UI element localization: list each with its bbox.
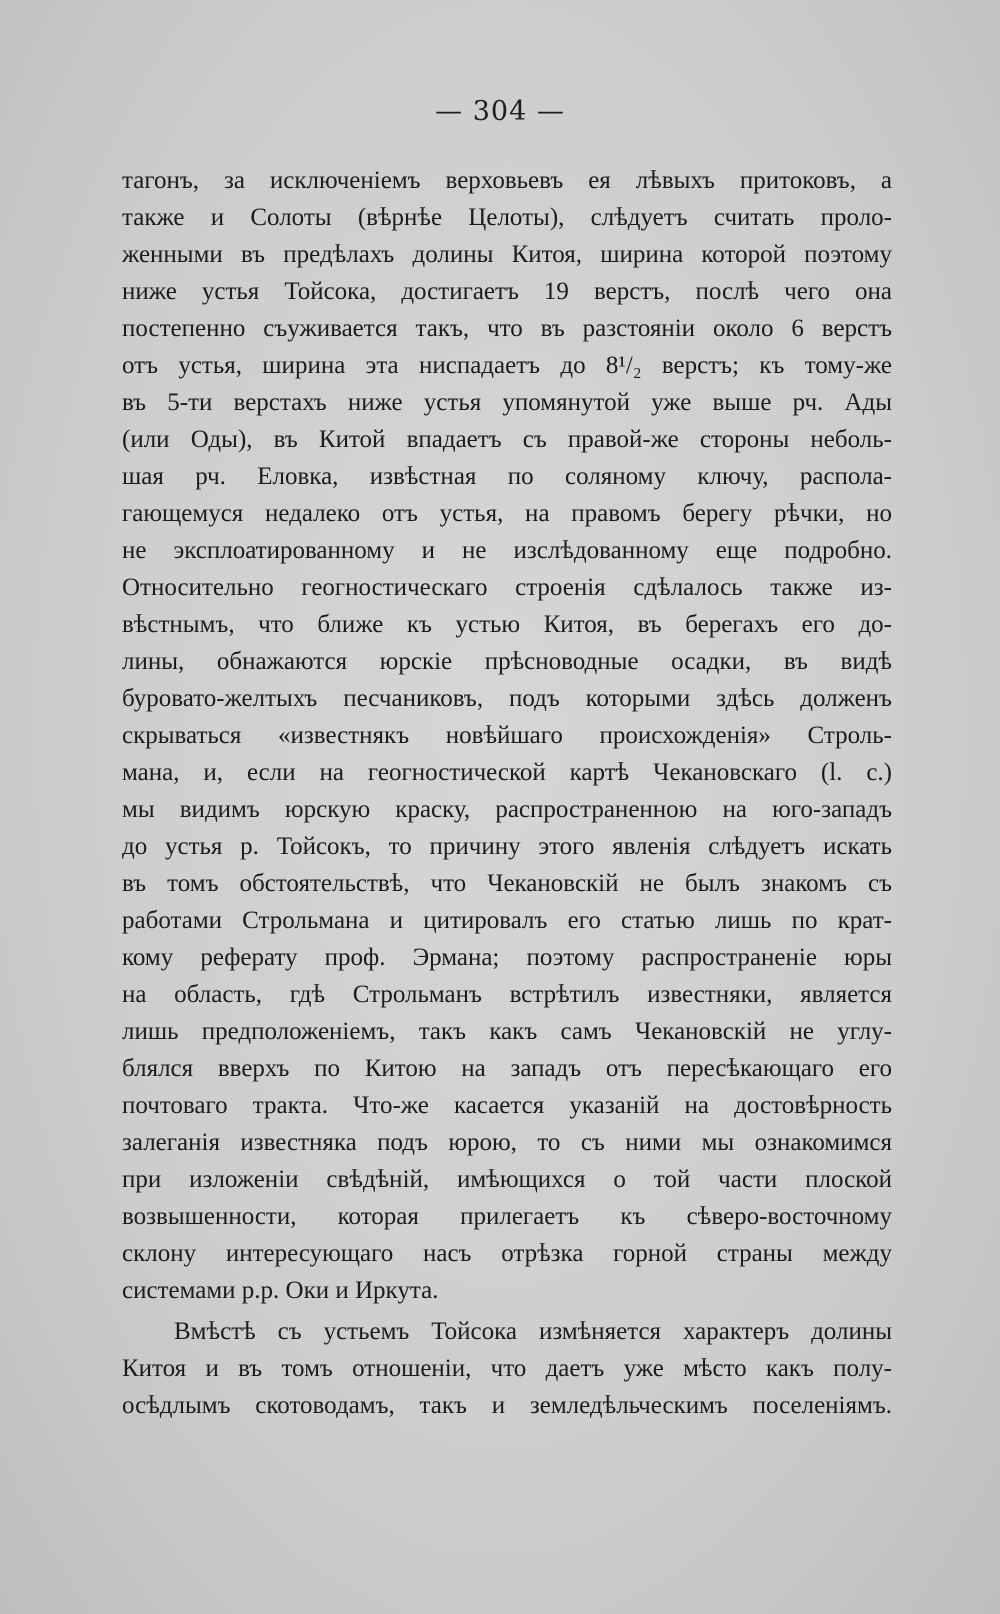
text-line: буровато-желтыхъ песчаниковъ, подъ которыми здѣсь долженъ: [122, 685, 892, 712]
page-number: — 304 —: [435, 96, 565, 127]
text-line: шая рч. Еловка, извѣстная по соляному ключу, распола-: [122, 463, 892, 490]
text-line: мы видимъ юрскую краску, распространенною на юго-западъ: [122, 796, 892, 823]
text-line: Вмѣстѣ съ устьемъ Тойсока измѣняется характеръ долины: [174, 1318, 892, 1345]
body-text: [122, 162, 892, 1424]
text-line: при изложеніи свѣдѣній, имѣющихся о той части плоской: [122, 1166, 892, 1193]
text-line: постепенно съуживается такъ, что въ разстояніи около 6 верстъ: [122, 315, 892, 342]
text-line: мана, и, если на геогностической картѣ Чекановскаго (l. c.): [122, 759, 892, 786]
text-line: ниже устья Тойсока, достигаетъ 19 верстъ, послѣ чего она: [122, 278, 892, 305]
text-line: тагонъ, за исключеніемъ верховьевъ ея лѣвыхъ притоковъ, а: [122, 167, 892, 194]
text-line: гающемуся недалеко отъ устья, на правомъ берегу рѣчки, но: [122, 500, 892, 527]
text-line: осѣдлымъ скотоводамъ, такъ и земледѣльческимъ поселеніямъ.: [122, 1392, 892, 1419]
text-line: не эксплоатированному и не изслѣдованному еще подробно.: [122, 537, 892, 564]
text-line: на область, гдѣ Строльманъ встрѣтилъ известняки, является: [122, 981, 892, 1008]
text-line: блялся вверхъ по Китою на западъ отъ пересѣкающаго его: [122, 1055, 892, 1082]
text-line: системами р.р. Оки и Иркута.: [122, 1277, 439, 1304]
paragraph-2: [122, 1313, 892, 1424]
text-line: возвышенности, которая прилегаетъ къ сѣверо-восточному: [122, 1203, 892, 1230]
text-line: склону интересующаго насъ отрѣзка горной страны между: [122, 1240, 892, 1267]
text-line: женными въ предѣлахъ долины Китоя, ширина которой поэтому: [122, 241, 892, 268]
text-line: (или Оды), въ Китой впадаетъ съ правой-же стороны неболь-: [122, 426, 892, 453]
text-line: въ 5-ти верстахъ ниже устья упомянутой уже выше рч. Ады: [122, 389, 892, 416]
text-line: вѣстнымъ, что ближе къ устью Китоя, въ берегахъ его до-: [122, 611, 892, 638]
text-line: отъ устья, ширина эта ниспадаетъ до 8¹/₂ верстъ; къ тому-же: [122, 352, 892, 379]
text-line: Китоя и въ томъ отношеніи, что даетъ уже мѣсто какъ полу-: [122, 1355, 892, 1382]
text-line: скрываться «известнякъ новѣйшаго происхожденія» Строль-: [122, 722, 892, 749]
text-line: залеганія известняка подъ юрою, то съ ними мы ознакомимся: [122, 1129, 892, 1156]
text-line: работами Строльмана и цитировалъ его статью лишь по крат-: [122, 907, 892, 934]
text-line: кому реферату проф. Эрмана; поэтому распространеніе юры: [122, 944, 892, 971]
paragraph-1: [122, 162, 892, 1309]
text-line: Относительно геогностическаго строенія сдѣлалось также из-: [122, 574, 892, 601]
text-line: до устья р. Тойсокъ, то причину этого явленія слѣдуетъ искать: [122, 833, 892, 860]
text-line: лишь предположеніемъ, такъ какъ самъ Чекановскій не углу-: [122, 1018, 892, 1045]
text-line: также и Солоты (вѣрнѣе Целоты), слѣдуетъ считать проло-: [122, 204, 892, 231]
text-line: почтоваго тракта. Что-же касается указаній на достовѣрность: [122, 1092, 892, 1119]
text-line: въ томъ обстоятельствѣ, что Чекановскій не былъ знакомъ съ: [122, 870, 892, 897]
text-line: лины, обнажаются юрскіе прѣсноводные осадки, въ видѣ: [122, 648, 892, 675]
